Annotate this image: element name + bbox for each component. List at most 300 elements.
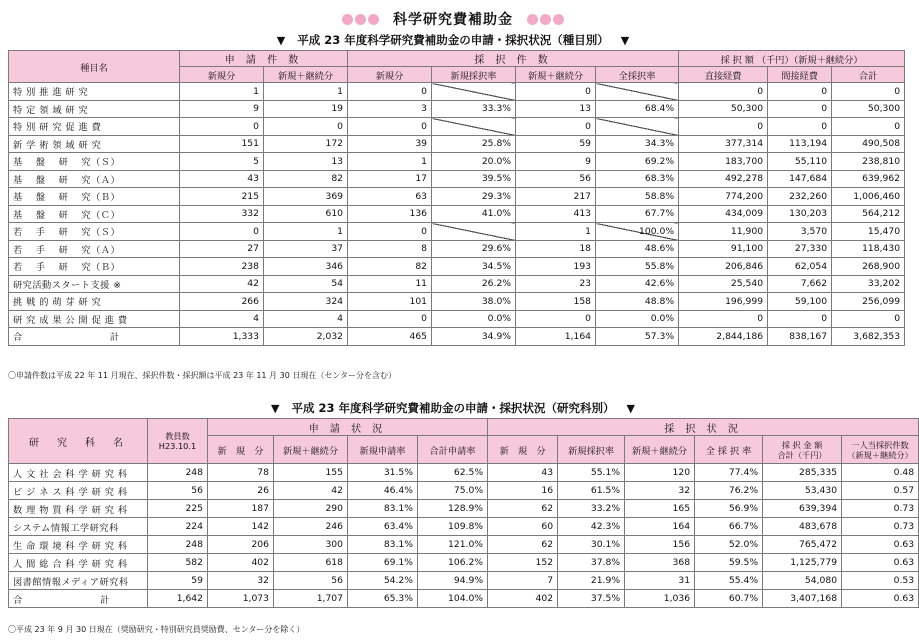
data-cell: 52.0% <box>695 536 763 554</box>
data-cell: 37.5% <box>558 590 625 608</box>
data-cell: 765,472 <box>763 536 842 554</box>
data-cell: 32 <box>625 482 695 500</box>
data-cell: 76.2% <box>695 482 763 500</box>
data-cell: 151 <box>180 135 264 153</box>
data-cell: 62 <box>488 536 558 554</box>
header-sub: 新規採択率 <box>432 67 516 83</box>
table-row <box>9 464 919 482</box>
total-row <box>9 590 919 608</box>
data-cell: 54.2% <box>348 572 418 590</box>
header-sub: 新規＋継続分 <box>274 436 348 464</box>
data-cell: 1,073 <box>208 590 274 608</box>
data-cell: 215 <box>180 188 264 206</box>
data-cell: 50,300 <box>832 100 905 118</box>
data-cell: 25,540 <box>679 275 768 293</box>
data-cell: 68.3% <box>596 170 679 188</box>
data-cell: 324 <box>264 293 348 311</box>
table-row <box>9 223 905 241</box>
row-label: 人 間 総 合 科 学 研 究 科 <box>9 554 148 572</box>
header-per-person <box>842 436 919 464</box>
data-cell: 0.73 <box>842 518 919 536</box>
data-cell: 0 <box>264 118 348 136</box>
table-row <box>9 205 905 223</box>
data-cell: 101 <box>348 293 432 311</box>
data-cell: 38.0% <box>432 293 516 311</box>
data-cell: 618 <box>274 554 348 572</box>
data-cell: 0 <box>832 310 905 328</box>
data-cell: 0 <box>768 83 832 101</box>
data-cell: 109.8% <box>418 518 488 536</box>
row-label: 基 盤 研 究（Ａ） <box>9 170 180 188</box>
data-cell: 206 <box>208 536 274 554</box>
data-cell: 25.8% <box>432 135 516 153</box>
data-cell: 56.9% <box>695 500 763 518</box>
data-cell: 4 <box>180 310 264 328</box>
page-title-text: 科学研究費補助金 <box>393 12 513 28</box>
data-cell: 61.5% <box>558 482 625 500</box>
data-cell: 48.8% <box>596 293 679 311</box>
data-cell: 57.3% <box>596 328 679 346</box>
data-cell: 256,099 <box>832 293 905 311</box>
data-cell: 42 <box>274 482 348 500</box>
data-cell: 0.0% <box>432 310 516 328</box>
data-cell: 42 <box>180 275 264 293</box>
table-row <box>9 188 905 206</box>
data-cell: 165 <box>625 500 695 518</box>
data-cell: 206,846 <box>679 258 768 276</box>
data-cell: 172 <box>264 135 348 153</box>
data-cell: 346 <box>264 258 348 276</box>
data-cell: 33.2% <box>558 500 625 518</box>
table-row <box>9 536 919 554</box>
row-label: 新 学 術 領 域 研 究 <box>9 135 180 153</box>
data-cell: 402 <box>208 554 274 572</box>
data-cell: 7,662 <box>768 275 832 293</box>
header-sub: 新規＋継続分 <box>516 67 596 83</box>
table1-subtitle <box>0 32 906 48</box>
data-cell: 2,032 <box>264 328 348 346</box>
triangle-marker-icon: ▼ <box>626 401 635 415</box>
data-cell: 639,394 <box>763 500 842 518</box>
data-cell: 33.3% <box>432 100 516 118</box>
data-cell: 0 <box>768 118 832 136</box>
data-cell: 248 <box>148 536 208 554</box>
data-cell: 232,260 <box>768 188 832 206</box>
data-cell: 465 <box>348 328 432 346</box>
right-dots-decoration <box>527 14 564 25</box>
data-cell: 147,684 <box>768 170 832 188</box>
header-category-name: 種目名 <box>9 51 180 83</box>
data-cell: 20.0% <box>432 153 516 171</box>
data-cell: 142 <box>208 518 274 536</box>
data-cell: 196,999 <box>679 293 768 311</box>
data-cell: 56 <box>516 170 596 188</box>
triangle-marker-icon: ▼ <box>271 401 280 415</box>
row-label: 若 手 研 究（Ａ） <box>9 240 180 258</box>
data-cell: 113,194 <box>768 135 832 153</box>
data-cell: 225 <box>148 500 208 518</box>
table-row <box>9 554 919 572</box>
data-cell: 118,430 <box>832 240 905 258</box>
header-sub: 全 採 択 率 <box>695 436 763 464</box>
data-cell: 1,642 <box>148 590 208 608</box>
page-title <box>0 8 906 30</box>
data-cell: 290 <box>274 500 348 518</box>
data-cell: 0 <box>516 310 596 328</box>
triangle-marker-icon: ▼ <box>620 33 630 47</box>
data-cell: 639,962 <box>832 170 905 188</box>
data-cell: 50,300 <box>679 100 768 118</box>
header-faculty <box>148 419 208 464</box>
data-cell: 490,508 <box>832 135 905 153</box>
data-cell: 27 <box>180 240 264 258</box>
data-cell: 104.0% <box>418 590 488 608</box>
table1-body <box>9 83 905 346</box>
table1-subtitle-text: 平成 23 年度科学研究費補助金の申請・採択状況（種目別） <box>297 33 609 47</box>
data-cell: 128.9% <box>418 500 488 518</box>
data-cell <box>596 83 679 101</box>
data-cell: 1,036 <box>625 590 695 608</box>
data-cell: 63.4% <box>348 518 418 536</box>
data-cell: 1 <box>180 83 264 101</box>
data-cell: 11,900 <box>679 223 768 241</box>
data-cell: 48.6% <box>596 240 679 258</box>
table-row <box>9 572 919 590</box>
data-cell: 59.5% <box>695 554 763 572</box>
data-cell: 29.3% <box>432 188 516 206</box>
data-cell: 0 <box>679 118 768 136</box>
data-cell: 193 <box>516 258 596 276</box>
data-cell: 42.3% <box>558 518 625 536</box>
table2-note: 〇平成 23 年 9 月 30 日現在（奨励研究・特別研究員奨励費、センター分を除く） <box>8 625 305 634</box>
row-label: 研 究 成 果 公 開 促 進 費 <box>9 310 180 328</box>
data-cell: 300 <box>274 536 348 554</box>
data-cell: 69.1% <box>348 554 418 572</box>
data-cell: 0.63 <box>842 554 919 572</box>
data-cell: 120 <box>625 464 695 482</box>
data-cell: 56 <box>148 482 208 500</box>
row-label: 基 盤 研 究（Ｂ） <box>9 188 180 206</box>
header-sub: 新規申請率 <box>348 436 418 464</box>
data-cell: 1,125,779 <box>763 554 842 572</box>
data-cell: 54,080 <box>763 572 842 590</box>
data-cell: 1 <box>348 153 432 171</box>
data-cell: 27,330 <box>768 240 832 258</box>
data-cell: 0 <box>180 118 264 136</box>
data-cell: 238,810 <box>832 153 905 171</box>
row-label: ビ ジ ネ ス 科 学 研 究 科 <box>9 482 148 500</box>
row-label: 図書館情報メディア研究科 <box>9 572 148 590</box>
row-label: 特 別 推 進 研 究 <box>9 83 180 101</box>
data-cell: 13 <box>264 153 348 171</box>
row-label: システム情報工学研究科 <box>9 518 148 536</box>
data-cell: 77.4% <box>695 464 763 482</box>
data-cell: 3,407,168 <box>763 590 842 608</box>
data-cell: 17 <box>348 170 432 188</box>
header-sub: 新規採択率 <box>558 436 625 464</box>
data-cell: 83.1% <box>348 500 418 518</box>
data-cell: 332 <box>180 205 264 223</box>
data-cell: 402 <box>488 590 558 608</box>
header-sub: 新 規 分 <box>208 436 274 464</box>
data-cell: 91,100 <box>679 240 768 258</box>
data-cell: 42.6% <box>596 275 679 293</box>
header-sub: 合計 <box>832 67 905 83</box>
data-cell: 66.7% <box>695 518 763 536</box>
data-cell: 55.4% <box>695 572 763 590</box>
data-cell: 31.5% <box>348 464 418 482</box>
data-cell: 106.2% <box>418 554 488 572</box>
data-cell: 0.57 <box>842 482 919 500</box>
data-cell: 1,006,460 <box>832 188 905 206</box>
data-cell <box>432 223 516 241</box>
data-cell: 368 <box>625 554 695 572</box>
row-label: 特 別 研 究 促 進 費 <box>9 118 180 136</box>
data-cell: 78 <box>208 464 274 482</box>
data-cell: 43 <box>488 464 558 482</box>
grant-by-category-table <box>8 50 905 346</box>
data-cell <box>432 118 516 136</box>
data-cell: 15,470 <box>832 223 905 241</box>
data-cell: 82 <box>348 258 432 276</box>
data-cell: 33,202 <box>832 275 905 293</box>
table-row <box>9 293 905 311</box>
data-cell: 62,054 <box>768 258 832 276</box>
data-cell: 0 <box>516 83 596 101</box>
table-row <box>9 275 905 293</box>
header-amount <box>763 436 842 464</box>
data-cell: 100.0% <box>596 223 679 241</box>
data-cell: 16 <box>488 482 558 500</box>
data-cell: 1,707 <box>274 590 348 608</box>
data-cell: 0.53 <box>842 572 919 590</box>
data-cell: 23 <box>516 275 596 293</box>
data-cell: 0 <box>679 83 768 101</box>
data-cell: 67.7% <box>596 205 679 223</box>
data-cell: 18 <box>516 240 596 258</box>
data-cell <box>596 118 679 136</box>
row-label: 合 計 <box>9 590 148 608</box>
header-sub: 直接経費 <box>679 67 768 83</box>
data-cell: 268,900 <box>832 258 905 276</box>
table-row <box>9 310 905 328</box>
data-cell: 152 <box>488 554 558 572</box>
data-cell: 0 <box>348 83 432 101</box>
data-cell: 46.4% <box>348 482 418 500</box>
table-row <box>9 482 919 500</box>
data-cell: 59 <box>148 572 208 590</box>
data-cell: 0 <box>348 310 432 328</box>
data-cell: 0 <box>348 118 432 136</box>
data-cell: 59,100 <box>768 293 832 311</box>
data-cell: 62 <box>488 500 558 518</box>
data-cell: 0 <box>180 223 264 241</box>
data-cell: 26.2% <box>432 275 516 293</box>
data-cell: 3 <box>348 100 432 118</box>
table-row <box>9 500 919 518</box>
data-cell: 29.6% <box>432 240 516 258</box>
total-row <box>9 328 905 346</box>
data-cell: 610 <box>264 205 348 223</box>
table2-subtitle-text: 平成 23 年度科学研究費補助金の申請・採択状況（研究科別） <box>291 401 615 415</box>
data-cell: 838,167 <box>768 328 832 346</box>
data-cell: 75.0% <box>418 482 488 500</box>
row-label: 生 命 環 境 科 学 研 究 科 <box>9 536 148 554</box>
data-cell: 0.73 <box>842 500 919 518</box>
data-cell: 9 <box>180 100 264 118</box>
data-cell: 68.4% <box>596 100 679 118</box>
data-cell: 224 <box>148 518 208 536</box>
data-cell: 774,200 <box>679 188 768 206</box>
data-cell: 9 <box>516 153 596 171</box>
header-adoptions: 採 択 状 況 <box>488 419 919 436</box>
data-cell: 54 <box>264 275 348 293</box>
data-cell: 217 <box>516 188 596 206</box>
header-sub: 新 規 分 <box>488 436 558 464</box>
row-label: 若 手 研 究（Ｓ） <box>9 223 180 241</box>
header-faculty-date: H23.10.1 <box>158 441 197 451</box>
data-cell: 34.5% <box>432 258 516 276</box>
data-cell: 2,844,186 <box>679 328 768 346</box>
data-cell: 34.3% <box>596 135 679 153</box>
data-cell: 3,570 <box>768 223 832 241</box>
data-cell: 59 <box>516 135 596 153</box>
data-cell: 8 <box>348 240 432 258</box>
data-cell <box>432 83 516 101</box>
data-cell: 37 <box>264 240 348 258</box>
data-cell: 58.8% <box>596 188 679 206</box>
data-cell: 53,430 <box>763 482 842 500</box>
header-school-name: 研 究 科 名 <box>9 419 148 464</box>
data-cell: 130,203 <box>768 205 832 223</box>
data-cell: 60 <box>488 518 558 536</box>
table-row <box>9 135 905 153</box>
data-cell: 0 <box>768 100 832 118</box>
header-per-person-sub: （新規＋継続分） <box>847 449 913 460</box>
data-cell: 94.9% <box>418 572 488 590</box>
data-cell: 13 <box>516 100 596 118</box>
row-label: 挑 戦 的 萌 芽 研 究 <box>9 293 180 311</box>
data-cell: 121.0% <box>418 536 488 554</box>
header-sub: 間接経費 <box>768 67 832 83</box>
row-label: 若 手 研 究（Ｂ） <box>9 258 180 276</box>
data-cell: 4 <box>264 310 348 328</box>
data-cell: 82 <box>264 170 348 188</box>
data-cell: 56 <box>274 572 348 590</box>
data-cell: 7 <box>488 572 558 590</box>
table2-body <box>9 464 919 608</box>
grant-by-graduate-school-table <box>8 418 919 608</box>
data-cell: 1 <box>264 83 348 101</box>
data-cell: 63 <box>348 188 432 206</box>
data-cell: 60.7% <box>695 590 763 608</box>
data-cell: 248 <box>148 464 208 482</box>
data-cell: 164 <box>625 518 695 536</box>
data-cell: 32 <box>208 572 274 590</box>
data-cell: 55.1% <box>558 464 625 482</box>
table-row <box>9 118 905 136</box>
row-label: 特 定 領 域 研 究 <box>9 100 180 118</box>
data-cell: 69.2% <box>596 153 679 171</box>
data-cell: 1 <box>516 223 596 241</box>
data-cell: 155 <box>274 464 348 482</box>
header-sub: 新規＋継続分 <box>264 67 348 83</box>
header-amount: 採 択 額 （千円）（新規＋継続分） <box>679 51 905 67</box>
data-cell: 0 <box>348 223 432 241</box>
data-cell: 246 <box>274 518 348 536</box>
header-sub: 新規分 <box>348 67 432 83</box>
data-cell: 1,333 <box>180 328 264 346</box>
data-cell: 0.63 <box>842 536 919 554</box>
data-cell: 62.5% <box>418 464 488 482</box>
header-applications: 申 請 状 況 <box>208 419 488 436</box>
data-cell: 0.48 <box>842 464 919 482</box>
data-cell: 0 <box>832 83 905 101</box>
data-cell: 0 <box>679 310 768 328</box>
data-cell: 1,164 <box>516 328 596 346</box>
header-sub: 新規分 <box>180 67 264 83</box>
data-cell: 30.1% <box>558 536 625 554</box>
data-cell: 434,009 <box>679 205 768 223</box>
header-faculty-label: 教員数 <box>165 431 190 441</box>
data-cell: 187 <box>208 500 274 518</box>
header-sub: 新規＋継続分 <box>625 436 695 464</box>
data-cell: 369 <box>264 188 348 206</box>
data-cell: 37.8% <box>558 554 625 572</box>
data-cell: 21.9% <box>558 572 625 590</box>
left-dots-decoration <box>342 14 379 25</box>
data-cell: 39.5% <box>432 170 516 188</box>
data-cell: 41.0% <box>432 205 516 223</box>
data-cell: 0 <box>768 310 832 328</box>
data-cell: 19 <box>264 100 348 118</box>
table-row <box>9 83 905 101</box>
header-sub: 合計申請率 <box>418 436 488 464</box>
header-amount-label: 採 択 金 額 <box>781 439 823 450</box>
data-cell: 136 <box>348 205 432 223</box>
data-cell: 43 <box>180 170 264 188</box>
triangle-marker-icon: ▼ <box>276 33 286 47</box>
header-amount-unit: 合計（千円） <box>777 449 827 460</box>
data-cell: 26 <box>208 482 274 500</box>
table1-note: 〇申請件数は平成 22 年 11 月現在、採択件数・採択額は平成 23 年 11 月 30 日現在（センター分を含む） <box>8 371 397 380</box>
data-cell: 0 <box>832 118 905 136</box>
data-cell: 1 <box>264 223 348 241</box>
row-label: 数 理 物 質 科 学 研 究 科 <box>9 500 148 518</box>
row-label: 基 盤 研 究（Ｓ） <box>9 153 180 171</box>
data-cell: 0.0% <box>596 310 679 328</box>
row-label: 基 盤 研 究（Ｃ） <box>9 205 180 223</box>
data-cell: 5 <box>180 153 264 171</box>
row-label: 合 計 <box>9 328 180 346</box>
data-cell: 285,335 <box>763 464 842 482</box>
row-label: 研究活動スタート支援 ※ <box>9 275 180 293</box>
header-applications: 申 請 件 数 <box>180 51 348 67</box>
header-adoptions: 採 択 件 数 <box>348 51 679 67</box>
data-cell: 65.3% <box>348 590 418 608</box>
data-cell: 158 <box>516 293 596 311</box>
row-label: 人 文 社 会 科 学 研 究 科 <box>9 464 148 482</box>
data-cell: 413 <box>516 205 596 223</box>
data-cell: 55.8% <box>596 258 679 276</box>
data-cell: 39 <box>348 135 432 153</box>
data-cell: 483,678 <box>763 518 842 536</box>
table-row <box>9 153 905 171</box>
data-cell: 582 <box>148 554 208 572</box>
data-cell: 183,700 <box>679 153 768 171</box>
table-row <box>9 518 919 536</box>
data-cell: 55,110 <box>768 153 832 171</box>
